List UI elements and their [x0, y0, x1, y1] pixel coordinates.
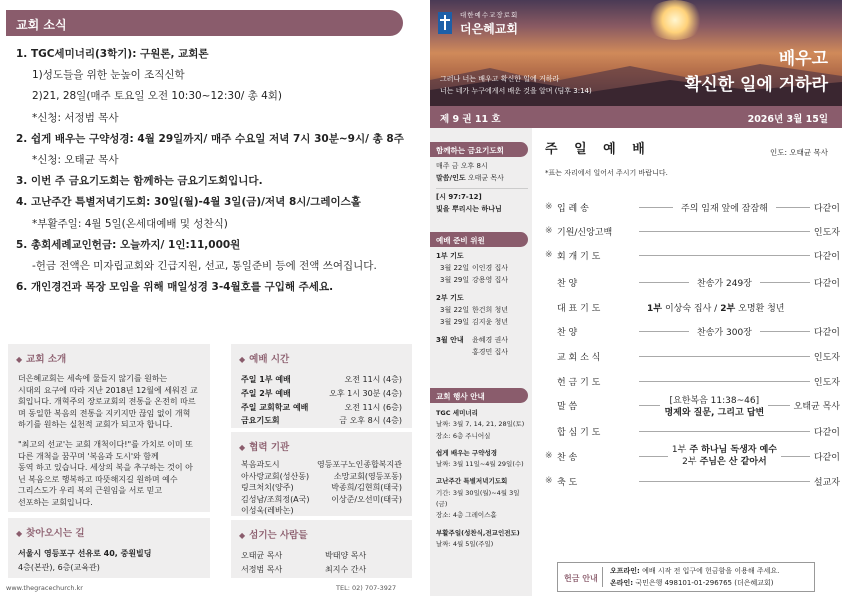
location-title: ◆ 찾아오시는 길 — [16, 528, 85, 539]
sermon-reference: [요한복음 11:38~46] — [669, 396, 760, 406]
standing-mark: ※ — [545, 476, 553, 486]
service-name: 금요기도회 — [241, 416, 280, 426]
news-list — [16, 44, 416, 298]
diamond-icon: ◆ — [16, 355, 23, 364]
prep-name: 윤혜경 권사 — [472, 336, 509, 344]
server-row — [241, 563, 402, 577]
worship-item-label: 축 도 — [557, 477, 578, 488]
worship-row — [545, 424, 840, 438]
prep-group-label: 2부 기도 — [436, 294, 464, 302]
prep-name: 한건희 청년 — [472, 306, 509, 314]
worship-item-label: 찬 송 — [557, 452, 578, 463]
friday-info: 매주 금 오후 8시 말씀/인도 오태균 목사 [시 97:7-12] 빛을 뿌리시는 하나님 — [436, 160, 528, 215]
partners-box — [231, 432, 412, 516]
service-name: 주일 2부 예배 — [241, 388, 291, 398]
standing-mark: ※ — [545, 226, 553, 236]
footer-tel: TEL: 02) 707-3927 — [336, 584, 397, 592]
issue-bar — [430, 106, 842, 128]
sidebar — [430, 128, 532, 596]
leader-line — [760, 282, 810, 283]
service-time: 오전 11시 (6층) — [344, 402, 402, 412]
service-time-row — [241, 387, 402, 401]
hymn-part: 2부 — [682, 457, 697, 467]
worship-item-leader: 다같이 — [813, 452, 841, 463]
worship-item-leader: 인도자 — [813, 227, 840, 238]
footer-url[interactable]: www.thegracechurch.kr — [6, 584, 83, 592]
worship-item-leader: 다같이 — [813, 251, 840, 262]
diamond-icon: ◆ — [239, 443, 246, 452]
server-name: 최지수 간사 — [325, 565, 367, 574]
worship-item-detail: 찬송가 249장 — [697, 278, 752, 289]
worship-item-detail: 주의 임재 앞에 잠잠해 — [681, 203, 768, 214]
partner-name: 영등포구노인종합복지관 — [316, 460, 402, 469]
prep-name: 김지윤 청년 — [472, 318, 509, 326]
service-time-row — [241, 401, 402, 415]
hymn-part: 1부 — [671, 445, 687, 455]
hymn-title: 주님은 산 같아서 — [699, 457, 767, 467]
server-name: 오태균 목사 — [241, 551, 283, 560]
hero-title-line2: 확신한 일에 거하라 — [684, 75, 828, 95]
hymn-line — [672, 444, 777, 456]
service-name: 주일 교회학교 예배 — [241, 402, 309, 412]
intro-line: 며 동일한 복음의 전통을 지키지만 끊임 없이 개혁 — [18, 408, 191, 418]
news-item-detail: *신청: 오태균 목사 — [32, 154, 119, 167]
sermon-info — [664, 395, 764, 419]
worship-item-leader: 다같이 — [813, 203, 840, 214]
worship-item-label: 찬 양 — [557, 278, 578, 289]
leader-line — [639, 231, 810, 232]
leader-line — [639, 405, 660, 406]
event-detail: 장소: 6층 주니어실 — [436, 431, 491, 440]
prep-date: 3월 22일 — [440, 306, 470, 314]
sun-image — [645, 0, 705, 40]
giving-offline: 오프라인: 예배 시작 전 입구에 헌금함을 이용해 주세요. — [610, 567, 780, 575]
worship-row — [545, 224, 840, 238]
partner-row — [241, 459, 402, 471]
sermon-title: 명제와 질문, 그리고 답변 — [664, 408, 765, 418]
news-item-detail: *신청: 서정범 목사 — [32, 111, 119, 124]
hero-title-line1: 배우고 — [778, 49, 828, 69]
news-item-title: 6. 개인경건과 목장 모임을 위해 매일성경 3-4월호를 구입해 주세요. — [16, 281, 334, 294]
prep-row — [436, 334, 528, 358]
worship-row — [545, 396, 841, 418]
prep-name: 이인경 집사 — [472, 264, 509, 272]
worship-row — [545, 275, 840, 289]
hymn-line — [672, 456, 777, 468]
intro-box — [8, 344, 210, 512]
leader-line — [639, 356, 810, 357]
partner-name: 박종희/김현희(태국) — [331, 483, 402, 492]
partner-name: 이성욱(레바논) — [241, 506, 294, 515]
worship-row — [545, 374, 840, 388]
worship-row — [545, 200, 840, 214]
prayer-leaders — [635, 301, 840, 314]
worship-item-leader: 인도자 — [813, 352, 840, 363]
prayer-part2-name: 오명환 청년 — [738, 303, 785, 314]
worship-row — [545, 445, 841, 467]
leader-line — [639, 207, 673, 208]
event-detail: 날짜: 3월 7, 14, 21, 28일(토) — [436, 420, 525, 429]
service-time-row — [241, 373, 402, 387]
worship-item-leader: 다같이 — [813, 278, 841, 289]
leader-line — [639, 255, 810, 256]
diamond-icon: ◆ — [239, 355, 246, 364]
partners-title: ◆ 협력 기관 — [239, 442, 290, 453]
leader-line — [781, 456, 810, 457]
partner-name: 김성남/조희정(A국) — [241, 494, 310, 504]
news-item-detail: -헌금 전액은 미자립교회와 긴급지원, 선교, 통일준비 등에 전액 쓰여집니다. — [32, 260, 377, 273]
partner-row — [241, 482, 402, 494]
intro-line: 회입니다. 개혁주의 장로교회의 전통을 온전히 따르 — [18, 397, 196, 407]
prep-date: 3월 29일 — [440, 276, 470, 284]
worship-item-label: 헌 금 기 도 — [557, 377, 601, 388]
service-time-row — [241, 414, 402, 428]
news-item-title: 4. 고난주간 특별저녁기도회: 30일(월)-4월 3일(금)/저녁 8시/그레이스홀 — [16, 196, 361, 209]
diamond-icon: ◆ — [16, 529, 23, 538]
standing-mark: ※ — [545, 202, 553, 212]
leader-line — [639, 431, 810, 432]
prep-name: 홍경민 집사 — [472, 348, 509, 356]
giving-online: 온라인: 국민은행 498101-01-296765 (더은혜교회) — [610, 579, 774, 587]
spacer — [18, 431, 200, 439]
partner-name: 링크처치(양주) — [241, 483, 294, 492]
prep-row — [436, 316, 528, 328]
worship-row — [545, 248, 840, 262]
event-detail: 기간: 3월 30일(월)~4월 3일(금) — [436, 488, 520, 509]
prep-group-label: 1부 기도 — [436, 252, 464, 260]
intro-line: 다른 개척을 꿈꾸며 '복음과 도시'와 함께 — [18, 451, 159, 461]
prep-row — [436, 262, 528, 274]
server-name: 박태양 목사 — [325, 551, 367, 560]
intro-line: 동역 하고 있습니다. 세상의 복을 추구하는 것이 아 — [18, 463, 193, 473]
service-time: 오전 11시 (4층) — [344, 375, 402, 384]
worship-item-label: 회 개 기 도 — [557, 251, 601, 262]
leader-line — [639, 456, 668, 457]
diamond-icon: ◆ — [239, 531, 246, 540]
news-item-title: 1. TGC세미너리(3학기): 구원론, 교회론 — [16, 48, 209, 60]
cross-logo-icon — [438, 12, 452, 34]
location-floors: 4층(본관), 6층(교육관) — [18, 563, 100, 572]
news-item-detail: 2)21, 28일(매주 토요일 오전 10:30~12:30/ 총 4회) — [32, 90, 283, 103]
times-title: ◆ 예배 시간 — [239, 354, 290, 365]
location-address: 서울시 영등포구 선유로 40, 중원빌딩 — [18, 549, 152, 558]
events-heading: 교회 행사 안내 — [430, 388, 528, 403]
events-info — [436, 408, 528, 550]
service-time: 오후 1시 30분 (4층) — [329, 388, 402, 398]
issue-date: 2026년 3월 15일 — [747, 114, 828, 125]
prayer-part1: 1부 — [647, 303, 662, 314]
partner-name: 소망교회(영등포동) — [333, 471, 402, 481]
service-time: 금 오후 8시 (4층) — [339, 416, 402, 426]
logo-denomination: 대한예수교장로회 — [460, 11, 519, 19]
worship-item-label: 찬 양 — [557, 327, 578, 338]
friday-heading: 함께하는 금요기도회 — [430, 142, 528, 157]
partner-name: 이상준/오선미(태국) — [331, 494, 402, 504]
worship-item-leader: 다같이 — [813, 427, 840, 438]
servers-box — [231, 520, 412, 578]
leader-line — [768, 405, 789, 406]
partner-row — [241, 494, 402, 506]
prep-name: 강용영 집사 — [472, 276, 509, 284]
worship-item-label: 합 심 기 도 — [557, 427, 601, 438]
intro-line: 시대의 요구에 따라 지난 2018년 12월에 세워진 교 — [18, 385, 198, 395]
event-detail: 날짜: 4월 5일(주일) — [436, 539, 494, 548]
partner-name: 복음과도시 — [241, 460, 280, 469]
news-item-title: 5. 총회세례교인헌금: 오늘까지/ 1인:11,000원 — [16, 238, 241, 251]
leader-line — [639, 282, 689, 283]
news-item-detail: 1)성도들을 위한 눈높이 조직신학 — [32, 69, 185, 82]
prep-group-label: 3월 안내 — [436, 336, 464, 344]
event-title: 부활주일(성찬식,전교인전도) — [436, 528, 520, 537]
intro-line: "최고의 선교'는 교회 개척이다!"를 가치로 이미 또 — [18, 439, 193, 449]
intro-line: 선포하는 교회입니다. — [18, 497, 93, 507]
leader-line — [639, 331, 689, 332]
event-title: 고난주간 특별저녁기도회 — [436, 477, 508, 486]
worship-row — [545, 474, 840, 488]
prayer-part2: 2부 — [720, 303, 736, 314]
prep-heading: 예배 준비 위원 — [430, 232, 528, 247]
worship-preacher: 인도: 오태균 목사 — [770, 148, 829, 157]
worship-item-label: 교 회 소 식 — [557, 352, 601, 363]
partner-name: 아사랑교회(성산동) — [241, 471, 310, 481]
prep-date: 3월 22일 — [440, 264, 470, 272]
prayer-part1-name: 이상숙 집사 / — [664, 303, 718, 314]
news-item-detail: *부활주일: 4월 5일(온세대예배 및 성찬식) — [32, 217, 228, 230]
news-item-title: 2. 쉽게 배우는 구약성경: 4월 29일까지/ 매주 수요일 저녁 7시 30분~9시/ 총 8주 — [16, 132, 404, 145]
event-title: TGC 세미너리 — [436, 409, 478, 417]
giving-box — [557, 562, 815, 592]
intro-line: 하기를 원하는 실천적 교회가 되고자 합니다. — [18, 420, 173, 430]
worship-item-label: 기원/신앙고백 — [557, 227, 613, 238]
worship-item-leader: 설교자 — [813, 477, 840, 488]
prep-row — [436, 304, 528, 316]
partner-row — [241, 471, 402, 483]
leader-line — [760, 331, 810, 332]
giving-label: 헌금 안내 — [564, 574, 598, 583]
news-heading: 교회 소식 — [6, 10, 403, 36]
prep-guide-names — [472, 334, 508, 358]
intro-body — [8, 365, 210, 509]
worship-item-leader: 다같이 — [813, 327, 841, 338]
server-name: 서정범 목사 — [241, 565, 283, 574]
issue-volume: 제 9 권 11 호 — [440, 114, 501, 125]
intro-line: 더은혜교회는 세속에 물들지 않기를 원하는 — [18, 374, 168, 383]
location-box — [8, 518, 210, 578]
hero-verse-line1: 그러나 너는 배우고 확신한 일에 거하라 — [440, 75, 560, 83]
worship-title: 주 일 예 배 — [545, 142, 651, 157]
worship-item-leader: 오태균 목사 — [793, 401, 841, 412]
intro-line: 그리스도가 우리 복의 근원임을 서로 믿고 — [18, 486, 163, 496]
worship-item-label: 말 씀 — [557, 401, 578, 412]
event-detail: 장소: 4층 그레이스홀 — [436, 511, 497, 520]
worship-item-detail: 찬송가 300장 — [697, 327, 752, 338]
event-title: 쉽게 배우는 구약성경 — [436, 448, 498, 457]
times-box — [231, 344, 412, 428]
hymn-title: 주 하나님 독생자 예수 — [689, 445, 777, 455]
worship-item-leader: 인도자 — [813, 377, 840, 388]
leader-line — [639, 481, 810, 482]
prep-row — [436, 274, 528, 286]
news-item-title: 3. 이번 주 금요기도회는 함께하는 금요기도회입니다. — [16, 175, 263, 188]
hero-banner — [430, 0, 842, 106]
worship-row — [545, 324, 840, 338]
leader-line — [776, 207, 810, 208]
partner-row — [241, 505, 402, 517]
standing-mark: ※ — [545, 451, 553, 461]
logo-church-name: 더은혜교회 — [460, 22, 518, 36]
worship-row — [545, 349, 840, 363]
intro-line: 닌 복음으로 행복하고 따뜻해지길 원하며 예수 — [18, 474, 178, 484]
servers-title: ◆ 섬기는 사람들 — [239, 530, 308, 541]
prep-info — [436, 250, 528, 358]
standing-mark: ※ — [545, 250, 553, 260]
hymn-info — [672, 444, 777, 468]
event-detail: 날짜: 3월 11일~4월 29일(수) — [436, 460, 524, 469]
worship-row — [545, 300, 840, 314]
worship-item-label: 대 표 기 도 — [557, 303, 601, 314]
server-row — [241, 549, 402, 563]
worship-item-label: 입 례 송 — [557, 203, 589, 214]
divider — [602, 567, 603, 587]
prep-date: 3월 29일 — [440, 318, 470, 326]
worship-note: *표는 자리에서 일어서 주시기 바랍니다. — [545, 169, 668, 177]
leader-line — [639, 381, 810, 382]
intro-title: ◆ 교회 소개 — [16, 354, 67, 365]
service-name: 주일 1부 예배 — [241, 375, 291, 384]
hero-verse-line2: 너는 네가 누구에게서 배운 것을 알며 (딤후 3:14) — [440, 87, 592, 95]
